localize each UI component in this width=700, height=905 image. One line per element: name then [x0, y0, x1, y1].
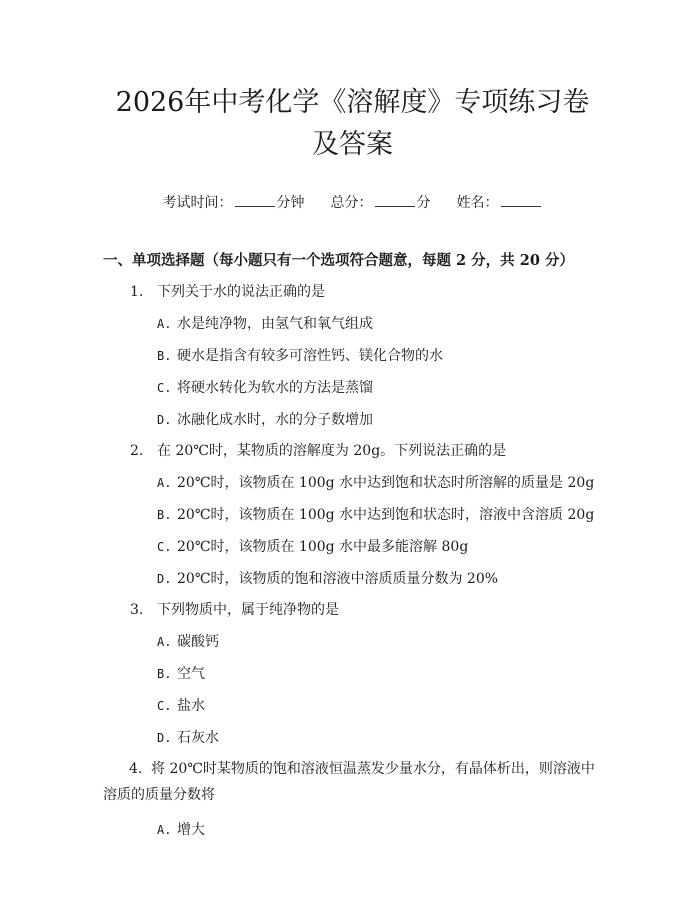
option-c — [103, 537, 602, 557]
option-letter: A. — [157, 635, 172, 649]
option-letter: A. — [157, 823, 172, 837]
option-a — [103, 314, 602, 334]
option-letter: D. — [157, 731, 172, 745]
option-d — [103, 728, 602, 748]
question-text: 下列物质中，属于纯净物的是 — [157, 602, 339, 618]
option-text: 碳酸钙 — [177, 634, 219, 650]
question-text: 在 20℃时，某物质的溶解度为 20g。下列说法正确的是 — [157, 443, 507, 459]
option-b — [103, 505, 602, 525]
option-text: 20℃时，该物质在 100g 水中最多能溶解 80g — [177, 539, 469, 555]
question-2 — [103, 441, 602, 589]
option-letter: B. — [157, 349, 172, 363]
option-d — [103, 569, 602, 589]
option-text: 20℃时，该物质在 100g 水中达到饱和状态时，溶液中含溶质 20g — [177, 507, 595, 523]
option-text: 硬水是指含有较多可溶性钙、镁化合物的水 — [177, 348, 443, 364]
name-blank — [501, 194, 541, 207]
option-letter: B. — [157, 667, 172, 681]
option-text: 水是纯净物，由氢气和氧气组成 — [177, 316, 373, 332]
option-text: 空气 — [177, 666, 205, 682]
option-letter: A. — [157, 476, 172, 490]
option-text: 冰融化成水时，水的分子数增加 — [177, 412, 373, 428]
score-blank — [375, 194, 415, 207]
option-letter: D. — [157, 413, 172, 427]
option-letter: D. — [157, 572, 172, 586]
option-text: 盐水 — [177, 698, 205, 714]
option-a — [103, 632, 602, 652]
option-letter: C. — [157, 540, 172, 554]
option-a — [103, 473, 602, 493]
question-stem — [103, 441, 602, 461]
time-label: 考试时间： — [162, 195, 233, 211]
question-1 — [103, 282, 602, 430]
option-text: 增大 — [177, 822, 205, 838]
question-stem — [103, 282, 602, 302]
option-b — [103, 664, 602, 684]
question-number: 4. — [129, 761, 143, 777]
document-title: 2026年中考化学《溶解度》专项练习卷及答案 — [115, 87, 590, 160]
question-text: 将 20℃时某物质的饱和溶液恒温蒸发少量水分，有晶体析出，则溶液中溶质的质量分数将 — [103, 761, 595, 803]
option-letter: B. — [157, 508, 172, 522]
time-unit: 分钟 — [276, 195, 305, 211]
question-number: 1. — [130, 284, 144, 300]
option-text: 石灰水 — [177, 730, 219, 746]
question-3 — [103, 600, 602, 748]
question-number: 2. — [130, 443, 144, 459]
option-a — [103, 820, 602, 840]
question-number: 3. — [130, 602, 144, 618]
name-label: 姓名： — [456, 195, 499, 211]
option-letter: C. — [157, 699, 172, 713]
exam-meta-line — [103, 193, 602, 213]
score-label: 总分： — [330, 195, 373, 211]
option-text: 将硬水转化为软水的方法是蒸馏 — [177, 380, 373, 396]
question-4 — [103, 756, 602, 840]
question-text: 下列关于水的说法正确的是 — [157, 284, 325, 300]
option-c — [103, 696, 602, 716]
score-unit: 分 — [416, 195, 431, 211]
option-c — [103, 378, 602, 398]
question-stem — [103, 600, 602, 620]
time-blank — [235, 194, 275, 207]
option-letter: C. — [157, 381, 172, 395]
section-heading: 一、单项选择题（每小题只有一个选项符合题意，每题 2 分，共 20 分） — [103, 252, 574, 269]
question-stem — [103, 756, 602, 808]
option-letter: A. — [157, 317, 172, 331]
option-b — [103, 346, 602, 366]
option-d — [103, 410, 602, 430]
option-text: 20℃时，该物质在 100g 水中达到饱和状态时所溶解的质量是 20g — [177, 475, 595, 491]
option-text: 20℃时，该物质的饱和溶液中溶质质量分数为 20% — [177, 571, 499, 587]
